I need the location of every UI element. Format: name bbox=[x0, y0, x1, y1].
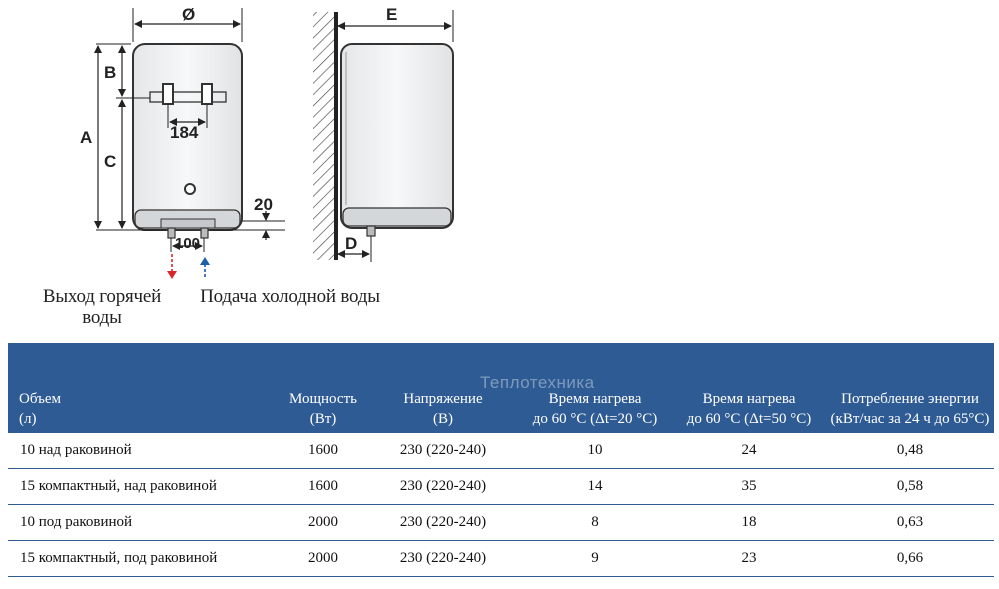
dim-20: 20 bbox=[254, 195, 273, 214]
table-cell: 230 (220-240) bbox=[368, 433, 518, 469]
hot-water-arrow-icon bbox=[167, 254, 177, 279]
table-cell: 10 bbox=[518, 433, 672, 469]
column-header-line2: до 60 °С (Δt=50 °С) bbox=[686, 411, 812, 427]
column-header-line1: Время нагрева bbox=[548, 391, 642, 407]
table-cell: 230 (220-240) bbox=[368, 505, 518, 541]
column-header-4 bbox=[672, 343, 826, 433]
cold-water-arrow-icon bbox=[200, 257, 210, 278]
table-cell: 10 под раковиной bbox=[8, 505, 278, 541]
table-row bbox=[8, 433, 994, 469]
table-cell: 0,66 bbox=[826, 541, 994, 577]
dim-184: 184 bbox=[170, 123, 199, 142]
pipe-cold bbox=[201, 228, 208, 238]
table-cell: 18 bbox=[672, 505, 826, 541]
table-cell: 24 bbox=[672, 433, 826, 469]
dim-d: D bbox=[345, 234, 358, 253]
column-header-line1: Потребление энергии bbox=[841, 391, 979, 407]
table-row bbox=[8, 505, 994, 541]
column-header-0 bbox=[8, 343, 278, 433]
table-body bbox=[8, 433, 994, 577]
pipe-hot bbox=[168, 228, 175, 238]
column-header-line2: (кВт/час за 24 ч до 65°С) bbox=[830, 411, 990, 427]
column-header-line2: (В) bbox=[433, 411, 453, 427]
column-header-line2: (л) bbox=[19, 411, 37, 427]
column-header-line1: Объем bbox=[19, 391, 61, 407]
table-cell: 8 bbox=[518, 505, 672, 541]
dim-diameter: Ø bbox=[182, 5, 196, 24]
column-header-line1: Время нагрева bbox=[702, 391, 796, 407]
hot-water-outlet-caption: Выход горячей воды bbox=[42, 286, 162, 328]
heater-side-body bbox=[341, 44, 453, 228]
watermark: Теплотехника bbox=[480, 373, 595, 392]
table-cell: 15 компактный, под раковиной bbox=[8, 541, 278, 577]
table-cell: 0,58 bbox=[826, 469, 994, 505]
table-cell: 230 (220-240) bbox=[368, 469, 518, 505]
dim-100: 100 bbox=[175, 235, 201, 252]
table-cell: 23 bbox=[672, 541, 826, 577]
dim-e: E bbox=[386, 5, 398, 24]
dim-b: B bbox=[104, 63, 117, 82]
table-cell: 1600 bbox=[278, 433, 368, 469]
table-row bbox=[8, 469, 994, 505]
wall-hatch bbox=[313, 12, 335, 260]
cold-water-inlet-caption: Подача холодной воды bbox=[200, 286, 380, 307]
table-cell: 10 над раковиной bbox=[8, 433, 278, 469]
column-header-line1: Напряжение bbox=[403, 391, 483, 407]
side-view bbox=[313, 5, 453, 262]
table-cell: 9 bbox=[518, 541, 672, 577]
table-cell: 35 bbox=[672, 469, 826, 505]
dim-a: A bbox=[80, 128, 93, 147]
table-cell: 230 (220-240) bbox=[368, 541, 518, 577]
column-header-line1: Мощность bbox=[289, 391, 357, 407]
table-cell: 14 bbox=[518, 469, 672, 505]
front-view bbox=[80, 5, 285, 279]
table-cell: 1600 bbox=[278, 469, 368, 505]
column-header-5 bbox=[826, 343, 994, 433]
column-header-line2: (Вт) bbox=[309, 411, 337, 427]
column-header-1 bbox=[278, 343, 368, 433]
table-cell: 2000 bbox=[278, 541, 368, 577]
table-cell: 2000 bbox=[278, 505, 368, 541]
table-cell: 15 компактный, над раковиной bbox=[8, 469, 278, 505]
column-header-line2: до 60 °С (Δt=20 °С) bbox=[532, 411, 658, 427]
indicator-knob bbox=[185, 184, 195, 194]
dim-c: C bbox=[104, 152, 117, 171]
table-cell: 0,48 bbox=[826, 433, 994, 469]
table-cell: 0,63 bbox=[826, 505, 994, 541]
table-row bbox=[8, 541, 994, 577]
